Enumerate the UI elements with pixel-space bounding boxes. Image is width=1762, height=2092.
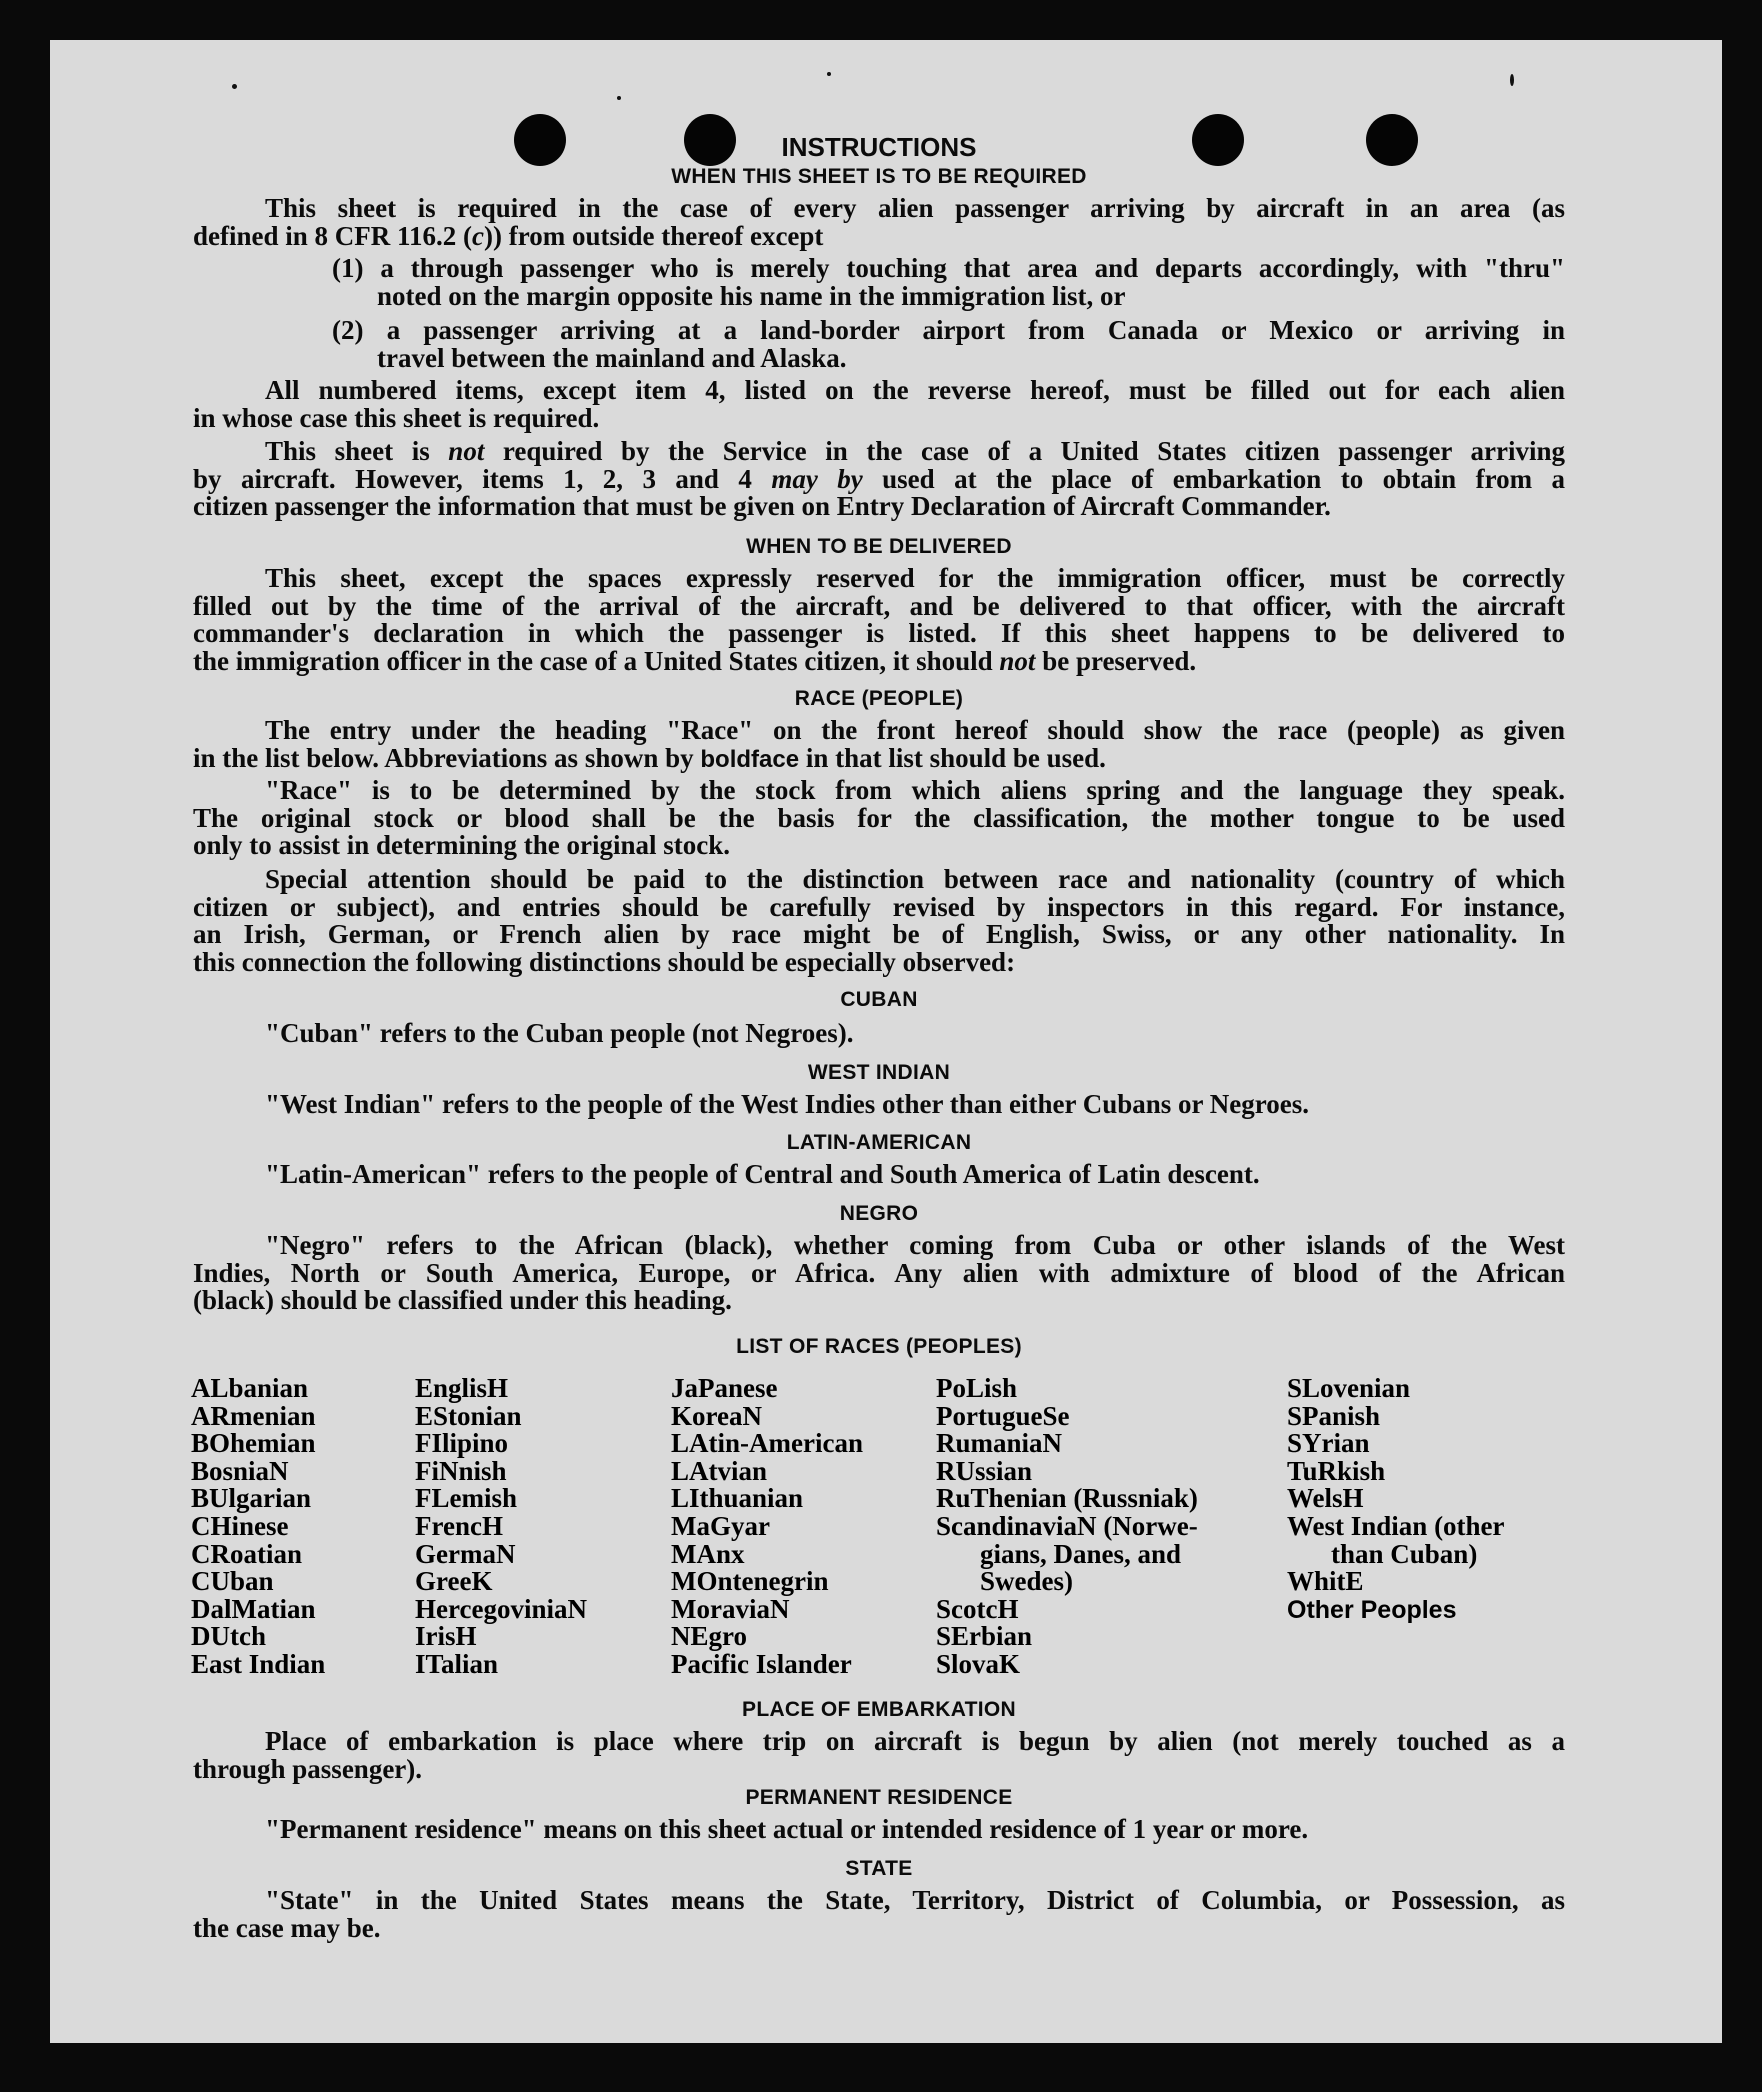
race-name: SLovenian <box>1287 1373 1411 1403</box>
race-entry <box>1287 1510 1567 1569</box>
heading-west-indian: WEST INDIAN <box>807 1061 951 1084</box>
race-name: RumaniaN <box>936 1428 1063 1459</box>
text-line: This sheet is not required by the Service in the case of a United States citizen passenger arriving <box>265 436 1565 466</box>
race-entry <box>671 1593 863 1624</box>
paragraph-race-entry <box>193 717 1565 773</box>
boldface-text: boldface <box>700 745 800 773</box>
race-entry <box>671 1648 863 1679</box>
race-name: ALbanian <box>191 1373 309 1403</box>
race-entry <box>191 1485 325 1513</box>
text-line: The entry under the heading "Race" on the front hereof should show the race (people) as given <box>265 715 1565 745</box>
race-entry <box>936 1623 1256 1651</box>
race-entry <box>1287 1596 1567 1625</box>
race-name: West Indian <box>1287 1510 1428 1541</box>
race-entry <box>191 1648 326 1679</box>
text-line: citizen passenger the information that must be given on Entry Declaration of Aircraft Commander. <box>193 491 1331 522</box>
race-name: DalMatian <box>191 1593 316 1624</box>
heading-cuban: CUBAN <box>840 988 918 1011</box>
text-line: This sheet is required in the case of every alien passenger arriving by aircraft in an area (as <box>265 193 1565 223</box>
race-name: NEgro <box>671 1621 748 1652</box>
text-line: defined in 8 CFR 116.2 (c)) from outside thereof except <box>193 220 824 251</box>
race-name: MAnx <box>671 1538 745 1569</box>
italic-text: c <box>472 220 485 251</box>
heading-permanent-residence: PERMANENT RESIDENCE <box>745 1786 1013 1809</box>
paragraph-embarkation <box>193 1728 1565 1783</box>
race-name: EnglisH <box>415 1373 509 1403</box>
paragraph-negro <box>193 1232 1565 1315</box>
text-line: in whose case this sheet is required. <box>193 402 600 433</box>
paragraph-numbered-items <box>193 377 1565 432</box>
race-entry <box>415 1623 587 1651</box>
text-line: through passenger). <box>193 1753 423 1784</box>
text-line: "West Indian" refers to the people of the West Indies other than either Cubans or Negroes. <box>265 1089 1309 1119</box>
race-name: SPanish <box>1287 1400 1381 1431</box>
paragraph-citizen <box>193 438 1565 521</box>
race-entry <box>1287 1568 1567 1596</box>
race-note: gians, Danes, and <box>980 1538 1182 1569</box>
race-name: FIlipino <box>415 1428 509 1459</box>
text-line: noted on the margin opposite his name in the immigration list, or <box>377 280 1126 311</box>
race-name: ScandinaviaN <box>936 1510 1097 1541</box>
paragraph-state <box>193 1887 1565 1942</box>
race-entry <box>671 1568 863 1596</box>
race-entry <box>671 1510 863 1541</box>
text-line: commander's declaration in which the passenger is listed. If this sheet happens to be delivered to <box>193 618 1565 649</box>
race-column <box>415 1375 587 1679</box>
race-entry <box>191 1593 325 1624</box>
race-entry <box>191 1568 325 1596</box>
race-name: MoraviaN <box>671 1593 790 1624</box>
race-entry <box>415 1568 587 1596</box>
text-line: "Latin-American" refers to the people of Central and South America of Latin descent. <box>265 1159 1260 1189</box>
text-line: "Negro" refers to the African (black), whether coming from Cuba or other islands of the West <box>265 1230 1565 1260</box>
text-line: "Race" is to be determined by the stock from which aliens spring and the language they speak. <box>265 775 1565 805</box>
race-name: GreeK <box>415 1566 493 1597</box>
text-line: travel between the mainland and Alaska. <box>377 342 847 373</box>
race-name: LAtvian <box>671 1455 768 1486</box>
race-entry <box>671 1430 863 1458</box>
race-name: WhitE <box>1287 1566 1364 1597</box>
heading-when-delivered: WHEN TO BE DELIVERED <box>746 535 1012 558</box>
text-line: filled out by the time of the arrival of the aircraft, and be delivered to that officer, with the aircraft <box>193 590 1565 621</box>
race-entry <box>936 1400 1256 1431</box>
paragraph-race-definition <box>193 777 1565 860</box>
race-name: RUssian <box>936 1455 1033 1486</box>
race-name: FLemish <box>415 1483 518 1514</box>
speck <box>1510 74 1514 86</box>
speck <box>232 84 237 89</box>
race-entry <box>415 1510 587 1541</box>
race-entry <box>415 1593 587 1624</box>
race-name: MOntenegrin <box>671 1566 829 1597</box>
text-line: an Irish, German, or French alien by race might be of English, Swiss, or any other nationality. In <box>193 919 1565 950</box>
text-line: (1) a through passenger who is merely touching that area and departs accordingly, with "thru" <box>332 253 1565 283</box>
race-entry <box>191 1455 325 1486</box>
race-name: PortugueSe <box>936 1400 1070 1431</box>
race-column <box>671 1375 863 1679</box>
race-name: Pacific Islander <box>671 1648 852 1679</box>
heading-latin-american: LATIN-AMERICAN <box>786 1131 972 1154</box>
paragraph-delivery <box>193 565 1565 675</box>
race-name: LAtin-American <box>671 1428 863 1459</box>
paragraph-cuban <box>193 1020 1565 1048</box>
race-entry <box>671 1623 863 1651</box>
text-line: the immigration officer in the case of a United States citizen, it should not be preserved. <box>193 645 1197 676</box>
race-note: (other <box>1434 1510 1505 1541</box>
text-line: "State" in the United States means the State, Territory, District of Columbia, or Possession, as <box>265 1885 1565 1915</box>
race-entry <box>415 1648 587 1679</box>
race-entry <box>936 1375 1256 1403</box>
race-name: SErbian <box>936 1621 1033 1652</box>
text-line: Special attention should be paid to the distinction between race and nationality (country of which <box>265 864 1565 894</box>
race-entry <box>671 1485 863 1513</box>
race-entry <box>936 1648 1256 1679</box>
race-column <box>1287 1375 1567 1624</box>
race-name: East Indian <box>191 1648 326 1679</box>
race-name: BOhemian <box>191 1428 316 1459</box>
text-line: "Permanent residence" means on this sheet actual or intended residence of 1 year or more. <box>265 1814 1309 1844</box>
italic-text: not <box>999 645 1036 676</box>
race-entry <box>191 1400 325 1431</box>
race-entry <box>936 1430 1256 1458</box>
race-entry <box>1287 1485 1567 1513</box>
race-entry <box>415 1538 587 1569</box>
text-line: citizen or subject), and entries should be carefully revised by inspectors in this regard. For instance, <box>193 891 1565 922</box>
page-title: INSTRUCTIONS <box>781 132 977 162</box>
race-name: ARmenian <box>191 1400 316 1431</box>
race-entry <box>415 1485 587 1513</box>
italic-text: may by <box>771 463 863 494</box>
race-entry <box>671 1400 863 1431</box>
race-entry <box>415 1375 587 1403</box>
race-note: (Norwe- <box>1103 1510 1198 1541</box>
heading-negro: NEGRO <box>839 1202 919 1225</box>
text-line: The original stock or blood shall be the basis for the classification, the mother tongue to be used <box>193 802 1565 833</box>
text-line: All numbered items, except item 4, listed on the reverse hereof, must be filled out for each alien <box>265 375 1565 405</box>
race-name: SYrian <box>1287 1428 1370 1459</box>
race-name: HercegoviniaN <box>415 1593 587 1624</box>
text-line: Indies, North or South America, Europe, or Africa. Any alien with admixture of blood of the African <box>193 1257 1565 1288</box>
heading-when-required: WHEN THIS SHEET IS TO BE REQUIRED <box>671 165 1087 188</box>
race-name: Other Peoples <box>1287 1595 1457 1624</box>
race-name: BosniaN <box>191 1455 289 1486</box>
race-name: FrencH <box>415 1510 503 1541</box>
race-entry <box>191 1510 325 1541</box>
race-entry <box>1287 1430 1567 1458</box>
text-line: "Cuban" refers to the Cuban people (not Negroes). <box>265 1018 854 1048</box>
race-note: (Russniak) <box>1073 1483 1198 1514</box>
speck <box>827 72 831 76</box>
text-line: Place of embarkation is place where trip on aircraft is begun by alien (not merely touched as a <box>265 1726 1565 1756</box>
race-name: EStonian <box>415 1400 522 1431</box>
race-name: RuThenian <box>936 1483 1067 1514</box>
text-line: in the list below. Abbreviations as shown by boldface in that list should be used. <box>193 742 1106 773</box>
italic-text: not <box>448 436 485 466</box>
race-entry <box>191 1375 325 1403</box>
race-name: TuRkish <box>1287 1455 1386 1486</box>
heading-race: RACE (PEOPLE) <box>794 687 964 710</box>
race-note: than Cuban) <box>1331 1538 1478 1569</box>
race-name: ScotcH <box>936 1593 1019 1624</box>
race-entry <box>191 1538 325 1569</box>
paragraph-west-indian <box>193 1091 1565 1119</box>
text-line: the case may be. <box>193 1912 381 1943</box>
race-entry <box>936 1455 1256 1486</box>
paragraph-permanent-residence <box>193 1816 1565 1844</box>
text-line: (black) should be classified under this heading. <box>193 1285 732 1316</box>
race-entry <box>191 1430 325 1458</box>
race-name: CHinese <box>191 1510 289 1541</box>
race-name: WelsH <box>1287 1483 1364 1514</box>
race-name: MaGyar <box>671 1510 770 1541</box>
race-name: BUlgarian <box>191 1483 312 1514</box>
race-name: CRoatian <box>191 1538 303 1569</box>
race-name: SlovaK <box>936 1648 1021 1679</box>
race-entry <box>415 1430 587 1458</box>
race-name: DUtch <box>191 1621 266 1652</box>
text-line: This sheet, except the spaces expressly reserved for the immigration officer, must be correctly <box>265 563 1565 593</box>
race-name: ITalian <box>415 1648 499 1679</box>
race-column <box>191 1375 325 1679</box>
race-entry <box>1287 1375 1567 1403</box>
text-line: this connection the following distinctions should be especially observed: <box>193 946 1016 977</box>
race-name: KoreaN <box>671 1400 762 1431</box>
text-line: by aircraft. However, items 1, 2, 3 and 4 may by used at the place of embarkation to obtain from a <box>193 463 1565 494</box>
text-line: (2) a passenger arriving at a land-border airport from Canada or Mexico or arriving in <box>332 315 1565 345</box>
speck <box>617 96 621 100</box>
paragraph-required-intro <box>193 195 1565 250</box>
race-name: PoLish <box>936 1373 1018 1403</box>
race-name: IrisH <box>415 1621 477 1652</box>
race-name: LIthuanian <box>671 1483 804 1514</box>
race-entry <box>415 1455 587 1486</box>
heading-state: STATE <box>845 1857 913 1880</box>
race-entry <box>191 1623 325 1651</box>
paragraph-race-nationality <box>193 866 1565 976</box>
race-name: CUban <box>191 1566 274 1597</box>
heading-list-of-races: LIST OF RACES (PEOPLES) <box>736 1335 1022 1358</box>
race-note: Swedes) <box>980 1566 1073 1597</box>
race-name: JaPanese <box>671 1373 778 1403</box>
race-entry <box>936 1485 1256 1513</box>
race-entry <box>671 1375 863 1403</box>
race-column <box>936 1375 1256 1679</box>
race-entry <box>671 1455 863 1486</box>
race-name: FiNnish <box>415 1455 507 1486</box>
heading-embarkation: PLACE OF EMBARKATION <box>742 1698 1016 1721</box>
race-entry <box>936 1510 1256 1597</box>
race-entry <box>1287 1455 1567 1486</box>
race-entry <box>415 1400 587 1431</box>
race-entry <box>671 1538 863 1569</box>
race-entry <box>1287 1400 1567 1431</box>
exception-item-1 <box>332 255 1565 310</box>
race-entry <box>936 1593 1256 1624</box>
paragraph-latin-american <box>193 1161 1565 1189</box>
exception-item-2 <box>332 317 1565 372</box>
race-name: GermaN <box>415 1538 516 1569</box>
text-line: only to assist in determining the original stock. <box>193 830 731 861</box>
